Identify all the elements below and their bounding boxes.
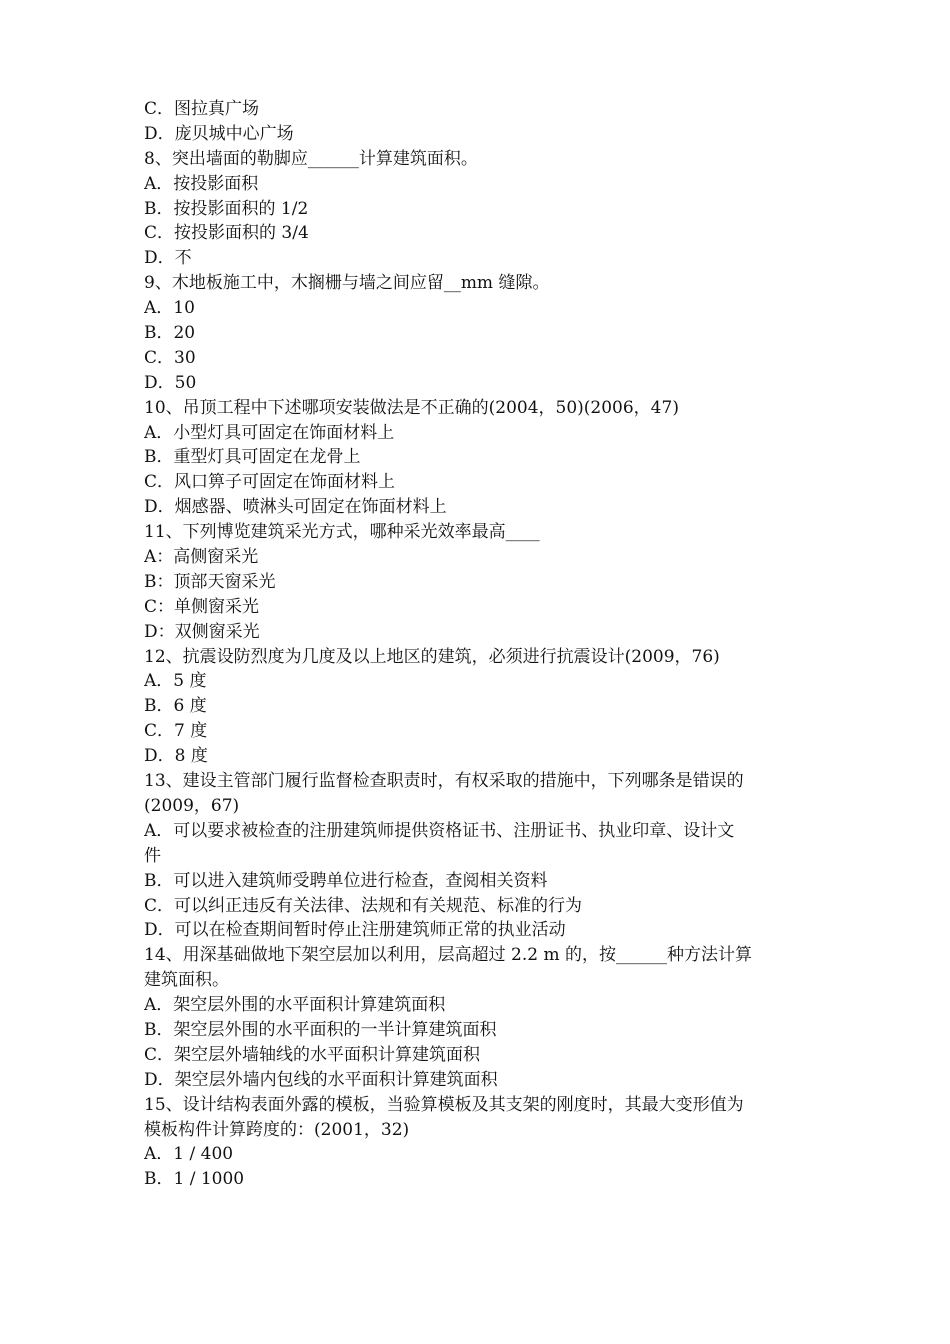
- q8-option-b: B．按投影面积的 1/2: [144, 198, 309, 219]
- question-13-cont: (2009，67): [144, 795, 240, 816]
- q9-option-b: B．20: [144, 323, 196, 344]
- q9-option-c: C．30: [144, 347, 196, 368]
- q14-option-b: B．架空层外围的水平面积的一半计算建筑面积: [144, 1019, 497, 1040]
- question-9: 9、木地板施工中，木搁栅与墙之间应留__mm 缝隙。: [144, 273, 550, 294]
- q14-option-a: A．架空层外围的水平面积计算建筑面积: [144, 995, 446, 1016]
- q8-option-a: A．按投影面积: [144, 173, 259, 194]
- q13-option-c: C．可以纠正违反有关法律、法规和有关规范、标准的行为: [144, 895, 583, 916]
- q14-option-c: C．架空层外墙轴线的水平面积计算建筑面积: [144, 1044, 481, 1065]
- question-15: 15、设计结构表面外露的模板，当验算模板及其支架的刚度时，其最大变形值为: [144, 1094, 744, 1115]
- q13-option-a: A．可以要求被检查的注册建筑师提供资格证书、注册证书、执业印章、设计文: [144, 820, 735, 841]
- q10-option-b: B．重型灯具可固定在龙骨上: [144, 447, 361, 468]
- question-11: 11、下列博览建筑采光方式，哪种采光效率最高____: [144, 522, 540, 543]
- q15-option-b: B．1 / 1000: [144, 1169, 245, 1190]
- q11-option-c: C：单侧窗采光: [144, 596, 260, 617]
- q11-option-b: B：顶部天窗采光: [144, 571, 276, 592]
- q9-option-d: D．50: [144, 372, 197, 393]
- question-14-cont: 建筑面积。: [144, 970, 229, 991]
- q9-option-a: A．10: [144, 298, 195, 319]
- document-page: [144, 97, 814, 1192]
- question-10: 10、吊顶工程中下述哪项安装做法是不正确的(2004，50)(2006，47): [144, 397, 679, 418]
- q12-option-d: D．8 度: [144, 746, 208, 767]
- q13-option-a-cont: 件: [144, 845, 161, 866]
- question-12: 12、抗震设防烈度为几度及以上地区的建筑，必须进行抗震设计(2009，76): [144, 646, 720, 667]
- q15-option-a: A．1 / 400: [144, 1144, 234, 1165]
- question-15-cont: 模板构件计算跨度的：(2001，32): [144, 1119, 410, 1140]
- q11-option-d: D：双侧窗采光: [144, 621, 260, 642]
- q12-option-b: B．6 度: [144, 696, 207, 717]
- question-14: 14、用深基础做地下架空层加以利用，层高超过 2.2 m 的，按______种方法计算: [144, 945, 752, 966]
- q10-option-a: A．小型灯具可固定在饰面材料上: [144, 422, 395, 443]
- q12-option-a: A．5 度: [144, 671, 207, 692]
- q10-option-d: D．烟感器、喷淋头可固定在饰面材料上: [144, 497, 447, 518]
- q8-option-d: D．不: [144, 248, 192, 269]
- q14-option-d: D．架空层外墙内包线的水平面积计算建筑面积: [144, 1069, 498, 1090]
- option-d-line: D．庞贝城中心广场: [144, 123, 294, 144]
- question-8: 8、突出墙面的勒脚应______计算建筑面积。: [144, 148, 478, 169]
- q12-option-c: C．7 度: [144, 721, 208, 742]
- q11-option-a: A：高侧窗采光: [144, 547, 259, 568]
- option-c-line: C．图拉真广场: [144, 99, 260, 119]
- q13-option-b: B．可以进入建筑师受聘单位进行检查，查阅相关资料: [144, 870, 548, 891]
- q8-option-c: C．按投影面积的 3/4: [144, 223, 309, 244]
- q13-option-d: D．可以在检查期间暂时停止注册建筑师正常的执业活动: [144, 920, 566, 941]
- question-13: 13、建设主管部门履行监督检查职责时，有权采取的措施中，下列哪条是错误的: [144, 771, 744, 792]
- q10-option-c: C．风口箅子可固定在饰面材料上: [144, 472, 396, 493]
